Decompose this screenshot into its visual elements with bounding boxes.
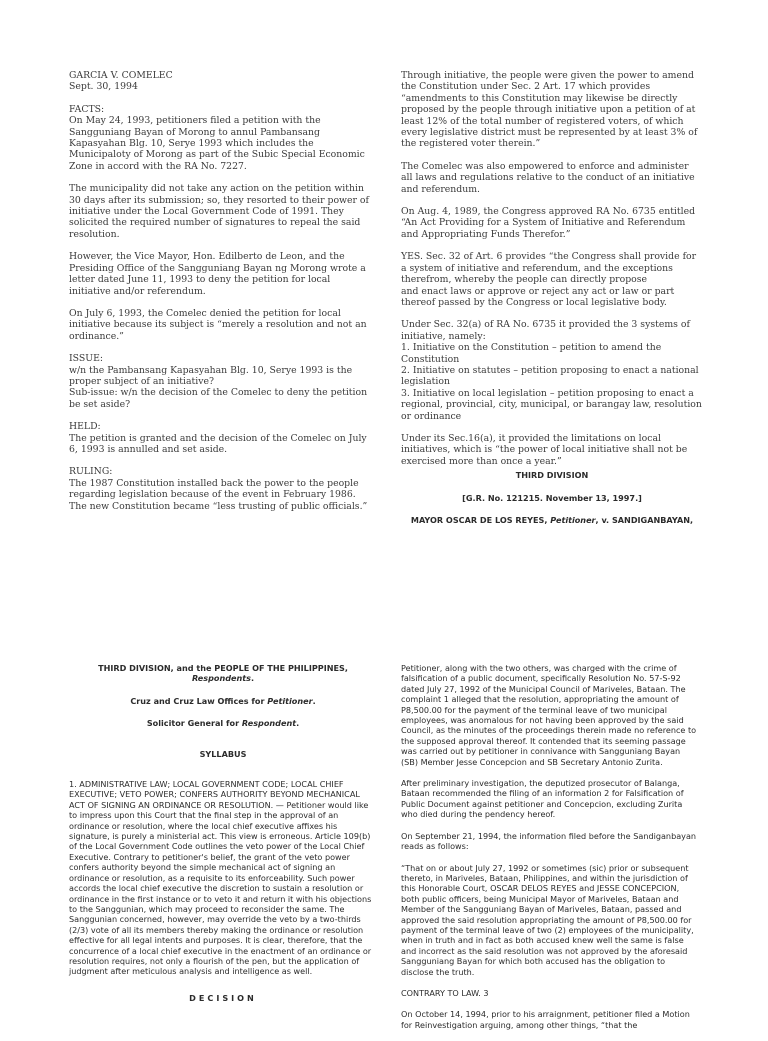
ruling-paragraph: Through initiative, the people were given the power to amend the Constitution under Sec. 2 Art. 17 which provides “amendments to this Constitution may likewise be directly proposed by the people through initiative upon a petition of at least 12% of the total number of registered voters, of which every legislative district must be represented by at least 3% of the registered voter therein.” — [401, 70, 698, 150]
decision-paragraph: On September 21, 1994, the information filed before the Sandiganbayan reads as follows: — [401, 830, 697, 852]
ruling-paragraph: YES. Sec. 32 of Art. 6 provides “the Congress shall provide for a system of initiative and referendum, and the exceptions therefrom, whereby the people can directly propose and enact laws or approve or reject any act or law or part thereof passed by the Congress or local legislative body. — [401, 251, 697, 308]
decision-paragraph: Petitioner, along with the two others, was charged with the crime of falsification of a public document, specifically Resolution No. 57-S-92 dated July 27, 1992 of the Municipal Council of Mariveles, Bataan. The complaint 1 alleged that the resolution, appropriating the amount of P8,500.00 for the payment of the terminal leave of two municipal employees, was anomalous for not having been approved by the said Council, as the minutes of the proceedings therein made no reference to the supposed approval thereof. It contended that its seeming passage was carried out by petitioner in connivance with Sangguniang Bayan (SB) Member Jesse Concepcion and SB Secretary Antonio Zurita. — [401, 663, 697, 767]
respondent-counsel-role: Respondent — [241, 718, 297, 729]
syllabus-paragraph: 1. ADMINISTRATIVE LAW; LOCAL GOVERNMENT CODE; LOCAL CHIEF EXECUTIVE; VETO POWER; CONFERS AUTHORITY BEYOND MECHANICAL ACT OF SIGNING AN ORDINANCE OR RESOLUTION. — Petitioner would like to impress upon this Court that the final step in the approval of an ordinance or resolution, where the local chief executive affixes his signature, is purely a ministerial act. This view is erroneous. Article 109(b) of the Local Government Code outlines the veto power of the Local Chief Executive. Contrary to petitioner's belief, the grant of the veto power confers authority beyond the simple mechanical act of signing an ordinance or resolution, as a requisite to its enforceability. Such power accords the local chief executive the discretion to sustain a resolution or ordinance in the first instance or to veto it and return it with his objections to the Sanggunian, which may proceed to reconsider the same. The Sanggunian concerned, however, may override the veto by a two-thirds (2/3) vote of all its members thereby making the ordinance or resolution effective for all legal intents and purposes. It is clear, therefore, that the concurrence of a local chief executive in the enactment of an ordinance or resolution requires, not only a flourish of the pen, but the application of judgment after meticulous analysis and intelligence as well. — [69, 779, 372, 977]
gr-number: [G.R. No. 121215. November 13, 1997.] — [462, 492, 642, 503]
ruling-paragraph: RULING: The 1987 Constitution installed back the power to the people regarding legislation because of the event in February 1986. The new Constitution became “less trusting of public officials.” — [69, 466, 368, 512]
decision-paragraph: After preliminary investigation, the deputized prosecutor of Balanga, Bataan recommended the filing of an information 2 for Falsification of Public Document against petitioner and Concepcion, excluding Zurita who died during the pendency hereof. — [401, 778, 684, 820]
facts-paragraph: On July 6, 1993, the Comelec denied the petition for local initiative because its subject is “merely a resolution and not an ordinance.” — [69, 307, 367, 342]
parties-continued-text: THIRD DIVISION, and the PEOPLE OF THE PHILIPPINES, — [98, 663, 348, 673]
contrary-to-law: CONTRARY TO LAW. 3 — [401, 987, 489, 998]
case-caption: GARCIA V. COMELEC Sept. 30, 1994 — [69, 70, 173, 93]
respondent-counsel-text: Solicitor General for — [146, 718, 240, 729]
ruling-paragraph: Under its Sec.16(a), it provided the limitations on local initiatives, which is “the power of local initiative shall not be exercised more than once a year.” — [401, 432, 688, 467]
decision-heading: DECISION — [189, 992, 257, 1003]
petitioner-counsel: Cruz and Cruz Law Offices for Petitioner. — [130, 695, 316, 706]
issue-paragraph: ISSUE: w/n the Pambansang Kapasyahan Blg. 10, Serye 1993 is the proper subject of an initiative? Sub-issue: w/n the decision of the Comelec to deny the petition be set aside? — [69, 353, 368, 410]
division-heading: THIRD DIVISION — [515, 470, 589, 481]
parties-heading — [401, 515, 703, 525]
parties-rest: , v. SANDIGANBAYAN, — [595, 515, 694, 525]
petitioner-role: Petitioner — [550, 515, 596, 525]
petitioner-name: MAYOR OSCAR DE LOS REYES, — [410, 515, 548, 525]
respondent-counsel: Solicitor General for Respondent. — [146, 718, 300, 729]
decision-paragraph: On October 14, 1994, prior to his arraignment, petitioner filed a Motion for Reinvestigation arguing, among other things, “that the — [401, 1009, 690, 1030]
syllabus-heading: SYLLABUS — [199, 748, 247, 759]
ruling-paragraph: On Aug. 4, 1989, the Congress approved RA No. 6735 entitled “An Act Providing for a System of Initiative and Referendum and Appropriating Funds Therefor.” — [401, 206, 696, 240]
ruling-paragraph: Under Sec. 32(a) of RA No. 6735 it provided the 3 systems of initiative, namely: 1. Initiative on the Constitution – petition to amend the Constitution 2. Initiative on statutes – petition proposing to enact a national legislation 3. Initiative on local legislation – petition proposing to enact a regional, provincial, city, municipal, or barangay law, resolution or ordinance — [401, 319, 702, 422]
facts-paragraph: FACTS: On May 24, 1993, petitioners filed a petition with the Sangguniang Bayan of Morong to annul Pambansang Kapasyahan Blg. 10, Serye 1993 which includes the Municipaloty of Morong as part of the Subic Special Economic Zone in accord with the RA No. 7227. — [69, 103, 365, 172]
petitioner-counsel-text: Cruz and Cruz Law Offices for — [130, 695, 265, 706]
facts-paragraph: The municipality did not take any action on the petition within 30 days after its submission; so, they resorted to their power of initiative under the Local Government Code of 1991. They solicited the required number of signatures to repeal the said resolution. — [69, 183, 369, 240]
page1-left-column — [69, 70, 374, 523]
held-paragraph: HELD: The petition is granted and the decision of the Comelec on July 6, 1993 is annulled and set aside. — [69, 421, 367, 455]
petitioner-counsel-role: Petitioner — [267, 695, 313, 706]
page2-left-column — [69, 663, 377, 1015]
ruling-paragraph: The Comelec was also empowered to enforce and administer all laws and regulations relative to the conduct of an initiative and referendum. — [401, 160, 695, 195]
information-quote: “That on or about July 27, 1992 or sometimes (sic) prior or subsequent thereto, in Mariveles, Bataan, Philippines, and within the jurisdiction of this Honorable Court, OSCAR DELOS REYES and JESSE CONCEPCION, both public officers, being Municipal Mayor of Mariveles, Bataan and Member of the Sangguniang Bayan of Mariveles, Bataan, passed and approved the said resolution appropriating the amount of P8,500.00 for payment of the terminal leave of two (2) employees of the municipality, when in truth and in fact as both accused knew well the same is false and incorrect as the said resolution was not approved by the aforesaid Sangguniang Bayan for which both accused has the obligation to disclose the truth. — [401, 862, 694, 977]
respondents-role: Respondents — [191, 673, 251, 684]
facts-paragraph: However, the Vice Mayor, Hon. Edilberto de Leon, and the Presiding Office of the Sangguniang Bayan ng Morong wrote a letter dated June 11, 1993 to deny the petition for local initiative and/or referendum. — [69, 251, 366, 297]
page2-right-column — [401, 663, 697, 1041]
page1-right-column — [401, 70, 703, 537]
parties-continued: THIRD DIVISION, and the PEOPLE OF THE PHILIPPINES, Respondents. — [98, 663, 348, 684]
